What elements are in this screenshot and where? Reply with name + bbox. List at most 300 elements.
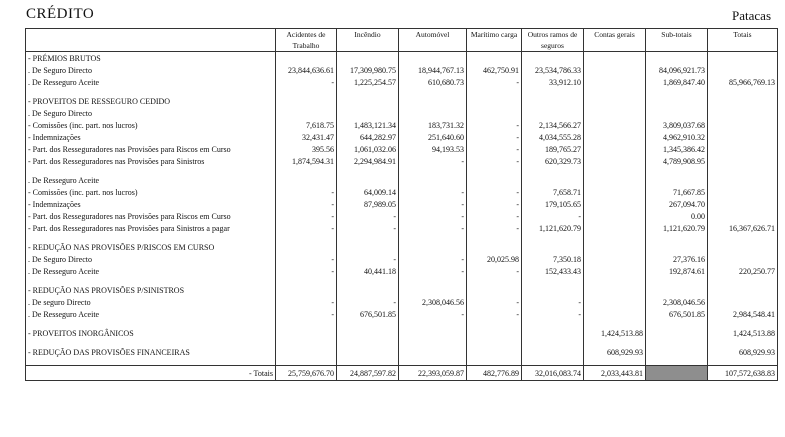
value-cell: -	[467, 222, 522, 234]
value-cell: -	[467, 155, 522, 167]
empty-cell	[522, 358, 584, 366]
value-cell	[584, 186, 646, 198]
value-cell: 1,061,032.06	[337, 143, 399, 155]
value-cell	[399, 327, 467, 339]
value-cell: 2,308,046.56	[399, 296, 467, 308]
value-cell: 1,345,386.42	[646, 143, 708, 155]
empty-cell	[337, 320, 399, 327]
value-cell	[467, 52, 522, 65]
empty-cell	[522, 234, 584, 241]
spacer-row	[26, 277, 778, 284]
table-row	[26, 308, 778, 320]
value-cell	[708, 155, 778, 167]
value-cell: 85,966,769.13	[708, 76, 778, 88]
value-cell: 251,640.60	[399, 131, 467, 143]
column-header: Outros ramos de seguros	[522, 29, 584, 52]
value-cell: 610,680.73	[399, 76, 467, 88]
row-label: . De Resseguro Aceite	[28, 77, 100, 87]
row-label: . De Resseguro Aceite	[28, 266, 100, 276]
value-cell: -	[399, 265, 467, 277]
empty-cell	[708, 234, 778, 241]
value-cell: 267,094.70	[646, 198, 708, 210]
value-cell	[646, 174, 708, 186]
empty-cell	[337, 277, 399, 284]
value-cell	[646, 327, 708, 339]
empty-cell	[467, 88, 522, 95]
empty-cell	[26, 320, 276, 327]
value-cell: 4,789,908.95	[646, 155, 708, 167]
table-row	[26, 186, 778, 198]
row-label: - Part. dos Resseguradores nas Provisões para Riscos em Curso	[28, 144, 231, 154]
value-cell: -	[276, 186, 337, 198]
value-cell	[522, 346, 584, 358]
empty-cell	[584, 167, 646, 174]
value-cell	[399, 95, 467, 107]
value-cell: 395.56	[276, 143, 337, 155]
row-label: . De Seguro Directo	[28, 254, 92, 264]
value-cell: 1,121,620.79	[522, 222, 584, 234]
value-cell: 33,912.10	[522, 76, 584, 88]
value-cell	[399, 346, 467, 358]
value-cell: 20,025.98	[467, 253, 522, 265]
value-cell: 1,874,594.31	[276, 155, 337, 167]
empty-cell	[522, 88, 584, 95]
empty-cell	[276, 320, 337, 327]
empty-cell	[646, 320, 708, 327]
value-cell	[276, 107, 337, 119]
table-row	[26, 296, 778, 308]
value-cell	[399, 52, 467, 65]
empty-cell	[337, 358, 399, 366]
value-cell: -	[522, 210, 584, 222]
value-cell: 482,776.89	[467, 366, 522, 381]
empty-cell	[584, 358, 646, 366]
value-cell: 1,121,620.79	[646, 222, 708, 234]
section-row	[26, 346, 778, 358]
empty-cell	[584, 88, 646, 95]
value-cell	[584, 119, 646, 131]
value-cell: 7,618.75	[276, 119, 337, 131]
value-cell	[708, 143, 778, 155]
table-row	[26, 222, 778, 234]
value-cell	[584, 308, 646, 320]
value-cell: 462,750.91	[467, 64, 522, 76]
value-cell	[708, 119, 778, 131]
value-cell	[584, 131, 646, 143]
section-row	[26, 241, 778, 253]
value-cell	[337, 327, 399, 339]
empty-cell	[584, 320, 646, 327]
table-row	[26, 198, 778, 210]
value-cell	[276, 346, 337, 358]
value-cell: 2,033,443.81	[584, 366, 646, 381]
value-cell	[337, 241, 399, 253]
value-cell	[522, 174, 584, 186]
value-cell: 7,658.71	[522, 186, 584, 198]
credit-table	[25, 28, 778, 381]
value-cell: 1,483,121.34	[337, 119, 399, 131]
row-label: - Comissões (inc. part. nos lucros)	[28, 187, 138, 197]
section-row	[26, 95, 778, 107]
value-cell: -	[522, 308, 584, 320]
value-cell: 1,225,254.57	[337, 76, 399, 88]
spacer-row	[26, 234, 778, 241]
value-cell: 23,534,786.33	[522, 64, 584, 76]
value-cell	[584, 95, 646, 107]
value-cell	[708, 131, 778, 143]
value-cell: 220,250.77	[708, 265, 778, 277]
value-cell: -	[276, 222, 337, 234]
row-label: - Indemnizações	[28, 132, 81, 142]
value-cell: -	[467, 308, 522, 320]
empty-cell	[26, 277, 276, 284]
value-cell: -	[337, 210, 399, 222]
value-cell	[337, 95, 399, 107]
value-cell	[467, 107, 522, 119]
empty-cell	[646, 277, 708, 284]
empty-cell	[708, 358, 778, 366]
value-cell	[337, 107, 399, 119]
value-cell: -	[276, 198, 337, 210]
row-label: - PROVEITOS DE RESSEGURO CEDIDO	[28, 96, 171, 106]
column-header: Sub-totais	[646, 29, 708, 52]
row-label: . De Resseguro Aceite	[28, 309, 100, 319]
value-cell: -	[467, 265, 522, 277]
empty-cell	[399, 167, 467, 174]
empty-cell	[522, 277, 584, 284]
empty-cell	[276, 167, 337, 174]
empty-cell	[708, 277, 778, 284]
value-cell	[337, 346, 399, 358]
empty-cell	[337, 88, 399, 95]
empty-cell	[337, 339, 399, 346]
empty-cell	[467, 339, 522, 346]
value-cell: -	[399, 222, 467, 234]
value-cell	[522, 52, 584, 65]
value-cell: 2,134,566.27	[522, 119, 584, 131]
value-cell: 1,424,513.88	[584, 327, 646, 339]
value-cell: -	[337, 296, 399, 308]
table-row	[26, 265, 778, 277]
table-row	[26, 64, 778, 76]
value-cell	[584, 64, 646, 76]
value-cell	[399, 174, 467, 186]
empty-cell	[522, 167, 584, 174]
empty-cell	[276, 358, 337, 366]
value-cell: -	[399, 198, 467, 210]
value-cell	[646, 346, 708, 358]
value-cell: 24,887,597.82	[337, 366, 399, 381]
empty-cell	[522, 339, 584, 346]
value-cell: -	[399, 210, 467, 222]
value-cell: 23,844,636.61	[276, 64, 337, 76]
value-cell	[646, 241, 708, 253]
empty-cell	[467, 234, 522, 241]
table-header-row	[26, 29, 778, 52]
value-cell	[708, 52, 778, 65]
section-row	[26, 327, 778, 339]
empty-cell	[708, 167, 778, 174]
empty-cell	[646, 339, 708, 346]
value-cell: 676,501.85	[646, 308, 708, 320]
value-cell	[399, 284, 467, 296]
value-cell	[708, 284, 778, 296]
spacer-row	[26, 320, 778, 327]
value-cell	[467, 327, 522, 339]
value-cell: 189,765.27	[522, 143, 584, 155]
table-row	[26, 210, 778, 222]
value-cell: 94,193.53	[399, 143, 467, 155]
value-cell	[522, 327, 584, 339]
value-cell	[584, 107, 646, 119]
value-cell: 179,105.65	[522, 198, 584, 210]
value-cell	[522, 241, 584, 253]
value-cell: -	[399, 155, 467, 167]
currency-unit: Patacas	[732, 8, 771, 23]
empty-cell	[399, 88, 467, 95]
value-cell: -	[467, 210, 522, 222]
empty-cell	[646, 167, 708, 174]
value-cell: 64,009.14	[337, 186, 399, 198]
empty-cell	[708, 320, 778, 327]
value-cell	[584, 174, 646, 186]
value-cell	[522, 284, 584, 296]
value-cell: 27,376.16	[646, 253, 708, 265]
value-cell: 87,989.05	[337, 198, 399, 210]
value-cell	[467, 346, 522, 358]
table-row	[26, 76, 778, 88]
value-cell: 2,294,984.91	[337, 155, 399, 167]
value-cell: -	[467, 119, 522, 131]
value-cell: 107,572,638.83	[708, 366, 778, 381]
spacer-row	[26, 167, 778, 174]
spacer-row	[26, 339, 778, 346]
empty-cell	[584, 234, 646, 241]
value-cell: -	[276, 265, 337, 277]
table-row	[26, 155, 778, 167]
value-cell: 84,096,921.73	[646, 64, 708, 76]
value-cell	[399, 107, 467, 119]
value-cell	[584, 155, 646, 167]
row-label: . De seguro Directo	[28, 297, 91, 307]
value-cell	[708, 95, 778, 107]
value-cell: 2,984,548.41	[708, 308, 778, 320]
value-cell: 71,667.85	[646, 186, 708, 198]
table-row	[26, 143, 778, 155]
empty-cell	[399, 277, 467, 284]
empty-cell	[467, 167, 522, 174]
table-row	[26, 253, 778, 265]
value-cell: 16,367,626.71	[708, 222, 778, 234]
value-cell	[276, 327, 337, 339]
value-cell: -	[337, 222, 399, 234]
value-cell: 7,350.18	[522, 253, 584, 265]
value-cell: 40,441.18	[337, 265, 399, 277]
empty-cell	[584, 339, 646, 346]
value-cell: 3,809,037.68	[646, 119, 708, 131]
value-cell: -	[467, 198, 522, 210]
value-cell: 32,431.47	[276, 131, 337, 143]
empty-cell	[26, 88, 276, 95]
empty-cell	[26, 167, 276, 174]
value-cell	[467, 95, 522, 107]
row-label: - Indemnizações	[28, 199, 81, 209]
value-cell: -	[276, 308, 337, 320]
value-cell: -	[337, 253, 399, 265]
empty-cell	[467, 277, 522, 284]
table-row	[26, 174, 778, 186]
value-cell	[522, 107, 584, 119]
empty-cell	[399, 320, 467, 327]
value-cell	[708, 107, 778, 119]
value-cell	[337, 174, 399, 186]
value-cell: 17,309,980.75	[337, 64, 399, 76]
spacer-row	[26, 358, 778, 366]
value-cell	[708, 296, 778, 308]
empty-cell	[276, 234, 337, 241]
column-header: Contas gerais	[584, 29, 646, 52]
empty-cell	[708, 339, 778, 346]
value-cell	[584, 52, 646, 65]
value-cell: 1,869,847.40	[646, 76, 708, 88]
value-cell: 608,929.93	[584, 346, 646, 358]
value-cell: 22,393,059.87	[399, 366, 467, 381]
page-title: CRÉDITO	[26, 6, 95, 22]
value-cell	[708, 253, 778, 265]
column-header: Incêndio	[337, 29, 399, 52]
empty-cell	[276, 277, 337, 284]
empty-cell	[522, 320, 584, 327]
value-cell: 152,433.43	[522, 265, 584, 277]
value-cell	[337, 52, 399, 65]
empty-cell	[26, 339, 276, 346]
value-cell	[276, 95, 337, 107]
value-cell: -	[467, 296, 522, 308]
empty-cell	[26, 234, 276, 241]
value-cell: -	[467, 131, 522, 143]
value-cell	[584, 143, 646, 155]
value-cell	[584, 296, 646, 308]
value-cell: -	[522, 296, 584, 308]
value-cell: -	[467, 186, 522, 198]
row-label: - PROVEITOS INORGÂNICOS	[28, 328, 134, 338]
value-cell: 644,282.97	[337, 131, 399, 143]
value-cell: 192,874.61	[646, 265, 708, 277]
value-cell	[399, 241, 467, 253]
empty-cell	[467, 320, 522, 327]
row-label: - REDUÇÃO NAS PROVISÕES P/RISCOS EM CURSO	[28, 242, 215, 252]
value-cell: -	[467, 143, 522, 155]
value-cell	[522, 95, 584, 107]
row-label: - Part. dos Resseguradores nas Provisões para Sinistros a pagar	[28, 223, 230, 233]
value-cell: -	[276, 210, 337, 222]
value-cell	[584, 265, 646, 277]
table-row	[26, 107, 778, 119]
empty-cell	[646, 358, 708, 366]
empty-cell	[399, 358, 467, 366]
row-label: . De Seguro Directo	[28, 108, 92, 118]
value-cell	[584, 253, 646, 265]
row-label: - Part. dos Resseguradores nas Provisões para Sinistros	[28, 156, 205, 166]
value-cell: 676,501.85	[337, 308, 399, 320]
value-cell	[584, 284, 646, 296]
column-header: Automóvel	[399, 29, 467, 52]
row-label: - Part. dos Resseguradores nas Provisões para Riscos em Curso	[28, 211, 231, 221]
empty-cell	[337, 234, 399, 241]
value-cell	[276, 284, 337, 296]
row-label: - Totais	[26, 366, 276, 381]
totals-row	[26, 366, 778, 381]
row-label: . De Seguro Directo	[28, 65, 92, 75]
value-cell	[467, 241, 522, 253]
table-row	[26, 131, 778, 143]
value-cell	[276, 241, 337, 253]
empty-cell	[276, 88, 337, 95]
value-cell	[467, 284, 522, 296]
value-cell	[646, 107, 708, 119]
section-row	[26, 52, 778, 65]
row-label: - REDUÇÃO DAS PROVISÕES FINANCEIRAS	[28, 347, 190, 357]
value-cell: 620,329.73	[522, 155, 584, 167]
value-cell	[584, 222, 646, 234]
value-cell	[708, 241, 778, 253]
empty-cell	[337, 167, 399, 174]
value-cell	[708, 198, 778, 210]
value-cell	[584, 198, 646, 210]
value-cell	[708, 186, 778, 198]
row-label: - Comissões (inc. part. nos lucros)	[28, 120, 138, 130]
value-cell	[708, 64, 778, 76]
empty-cell	[26, 358, 276, 366]
table-row	[26, 119, 778, 131]
value-cell: 1,424,513.88	[708, 327, 778, 339]
value-cell: -	[399, 186, 467, 198]
value-cell: 183,731.32	[399, 119, 467, 131]
value-cell	[276, 174, 337, 186]
value-cell	[646, 95, 708, 107]
value-cell	[584, 241, 646, 253]
value-cell	[337, 284, 399, 296]
value-cell	[708, 174, 778, 186]
value-cell	[646, 284, 708, 296]
empty-cell	[399, 234, 467, 241]
value-cell: -	[467, 76, 522, 88]
value-cell	[646, 366, 708, 381]
empty-cell	[584, 277, 646, 284]
spacer-row	[26, 88, 778, 95]
column-header	[26, 29, 276, 52]
value-cell	[276, 52, 337, 65]
value-cell	[646, 52, 708, 65]
value-cell: -	[276, 76, 337, 88]
value-cell: 2,308,046.56	[646, 296, 708, 308]
row-label: . De Resseguro Aceite	[28, 175, 100, 185]
value-cell: 18,944,767.13	[399, 64, 467, 76]
value-cell	[584, 76, 646, 88]
column-header: Marítimo carga	[467, 29, 522, 52]
value-cell	[467, 174, 522, 186]
empty-cell	[646, 88, 708, 95]
value-cell: -	[399, 308, 467, 320]
value-cell: 25,759,676.70	[276, 366, 337, 381]
value-cell: 608,929.93	[708, 346, 778, 358]
value-cell: 4,962,910.32	[646, 131, 708, 143]
column-header: Acidentes de Trabalho	[276, 29, 337, 52]
row-label: - REDUÇÃO NAS PROVISÕES P/SINISTROS	[28, 285, 185, 295]
value-cell	[708, 210, 778, 222]
section-row	[26, 284, 778, 296]
value-cell: 0.00	[646, 210, 708, 222]
